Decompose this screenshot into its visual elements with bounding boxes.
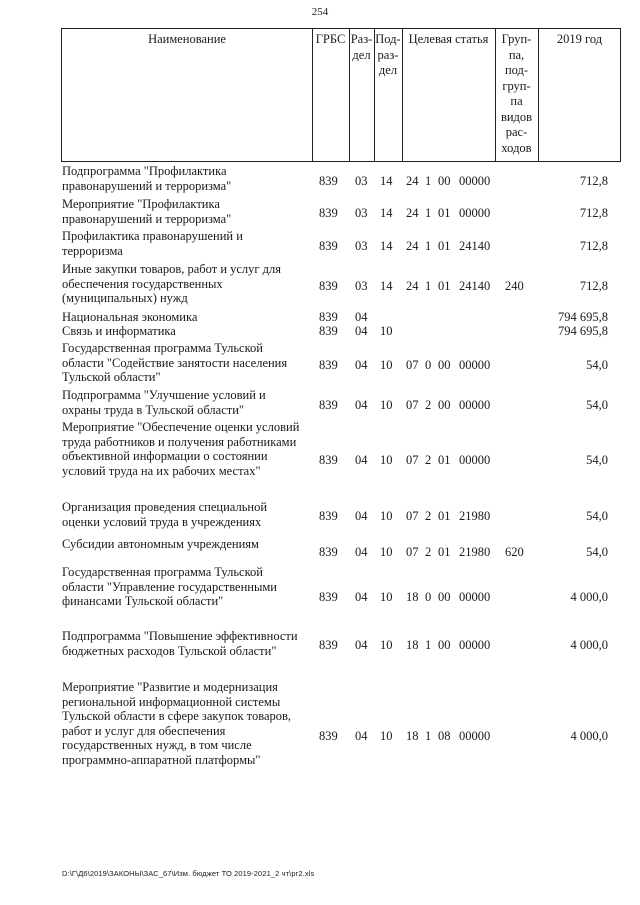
- grbs-cell: 839: [319, 729, 338, 743]
- amount-2019-cell: 712,8: [579, 206, 608, 220]
- grbs-cell: 839: [319, 239, 338, 253]
- grbs-cell: 839: [319, 358, 338, 372]
- program-code-cell: 24: [406, 279, 419, 293]
- subprogram-code-cell: 0: [425, 358, 432, 372]
- event-code-cell: 08: [438, 729, 451, 743]
- header-podrazdel: Под- раз- дел: [375, 32, 401, 77]
- row-name: Мероприятие "Профилактика правонарушений и терроризма": [62, 197, 232, 226]
- razdel-cell: 04: [355, 358, 368, 372]
- direction-code-cell: 00000: [459, 174, 491, 188]
- row-name: Подпрограмма "Профилактика правонарушений и терроризма": [62, 164, 232, 193]
- row-name: Национальная экономика: [62, 310, 198, 324]
- podrazdel-cell: 10: [380, 638, 393, 652]
- grbs-cell: 839: [319, 453, 338, 467]
- subprogram-code-cell: 1: [425, 279, 432, 293]
- direction-code-cell: 00000: [459, 453, 491, 467]
- razdel-cell: 03: [355, 206, 368, 220]
- subprogram-code-cell: 2: [425, 453, 432, 467]
- direction-code-cell: 00000: [459, 398, 491, 412]
- program-code-cell: 07: [406, 358, 419, 372]
- row-name: Профилактика правонарушений и терроризма: [62, 229, 243, 258]
- razdel-cell: 03: [355, 174, 368, 188]
- amount-2019-cell: 794 695,8: [558, 310, 608, 324]
- row-name: Подпрограмма "Повышение эффективности бюджетных расходов Тульской области": [62, 629, 298, 658]
- page-number: 254: [311, 6, 329, 18]
- podrazdel-cell: 10: [380, 358, 393, 372]
- podrazdel-cell: 10: [380, 545, 393, 559]
- amount-2019-cell: 712,8: [579, 239, 608, 253]
- grbs-cell: 839: [319, 545, 338, 559]
- subprogram-code-cell: 2: [425, 398, 432, 412]
- header-name: Наименование: [148, 32, 226, 46]
- direction-code-cell: 00000: [459, 358, 491, 372]
- razdel-cell: 04: [355, 509, 368, 523]
- program-code-cell: 07: [406, 453, 419, 467]
- program-code-cell: 07: [406, 545, 419, 559]
- row-name: Субсидии автономным учреждениям: [62, 537, 259, 551]
- subprogram-code-cell: 1: [425, 174, 432, 188]
- amount-2019-cell: 712,8: [579, 174, 608, 188]
- event-code-cell: 00: [438, 358, 451, 372]
- header-grbs: ГРБС: [315, 32, 346, 46]
- program-code-cell: 24: [406, 239, 419, 253]
- subprogram-code-cell: 2: [425, 545, 432, 559]
- direction-code-cell: 00000: [459, 206, 491, 220]
- podrazdel-cell: 10: [380, 509, 393, 523]
- amount-2019-cell: 4 000,0: [570, 729, 608, 743]
- subprogram-code-cell: 1: [425, 638, 432, 652]
- header-target-article: Целевая статья: [408, 32, 489, 46]
- subprogram-code-cell: 1: [425, 206, 432, 220]
- direction-code-cell: 24140: [459, 279, 491, 293]
- row-name: Государственная программа Тульской области "Содействие занятости населения Тульской области": [62, 341, 288, 384]
- grbs-cell: 839: [319, 324, 338, 338]
- razdel-cell: 04: [355, 590, 368, 604]
- row-name: Организация проведения специальной оценки условий труда в учреждениях: [62, 500, 268, 529]
- podrazdel-cell: 10: [380, 590, 393, 604]
- amount-2019-cell: 794 695,8: [558, 324, 608, 338]
- program-code-cell: 24: [406, 206, 419, 220]
- amount-2019-cell: 54,0: [586, 545, 608, 559]
- event-code-cell: 00: [438, 638, 451, 652]
- podrazdel-cell: 10: [380, 324, 393, 338]
- event-code-cell: 00: [438, 174, 451, 188]
- amount-2019-cell: 4 000,0: [570, 638, 608, 652]
- grbs-cell: 839: [319, 279, 338, 293]
- row-name: Подпрограмма "Улучшение условий и охраны труда в Тульской области": [62, 388, 266, 417]
- program-code-cell: 18: [406, 590, 419, 604]
- row-name: Государственная программа Тульской области "Управление государственными финансами Тульской области": [62, 565, 277, 608]
- amount-2019-cell: 712,8: [579, 279, 608, 293]
- event-code-cell: 01: [438, 453, 451, 467]
- podrazdel-cell: 14: [380, 239, 393, 253]
- grbs-cell: 839: [319, 509, 338, 523]
- program-code-cell: 07: [406, 509, 419, 523]
- row-name: Связь и информатика: [62, 324, 176, 338]
- event-code-cell: 01: [438, 239, 451, 253]
- program-code-cell: 24: [406, 174, 419, 188]
- podrazdel-cell: 10: [380, 398, 393, 412]
- direction-code-cell: 00000: [459, 638, 491, 652]
- direction-code-cell: 00000: [459, 590, 491, 604]
- podrazdel-cell: 14: [380, 279, 393, 293]
- podrazdel-cell: 14: [380, 174, 393, 188]
- razdel-cell: 03: [355, 279, 368, 293]
- row-name: Мероприятие "Развитие и модернизация региональной информационной системы Тульской области в сфере закупок товаров, работ и услуг для обеспечения государственных нужд, в том числе программно-аппаратной платформы": [62, 680, 292, 767]
- razdel-cell: 04: [355, 729, 368, 743]
- grbs-cell: 839: [319, 174, 338, 188]
- grbs-cell: 839: [319, 590, 338, 604]
- grbs-cell: 839: [319, 310, 338, 324]
- program-code-cell: 07: [406, 398, 419, 412]
- razdel-cell: 04: [355, 310, 368, 324]
- subprogram-code-cell: 1: [425, 239, 432, 253]
- direction-code-cell: 21980: [459, 545, 491, 559]
- event-code-cell: 01: [438, 206, 451, 220]
- direction-code-cell: 21980: [459, 509, 491, 523]
- grbs-cell: 839: [319, 398, 338, 412]
- event-code-cell: 00: [438, 590, 451, 604]
- direction-code-cell: 00000: [459, 729, 491, 743]
- amount-2019-cell: 54,0: [586, 398, 608, 412]
- grbs-cell: 839: [319, 206, 338, 220]
- grbs-cell: 839: [319, 638, 338, 652]
- event-code-cell: 00: [438, 398, 451, 412]
- event-code-cell: 01: [438, 509, 451, 523]
- row-name: Иные закупки товаров, работ и услуг для обеспечения государственных (муниципальных) нужд: [62, 262, 282, 305]
- amount-2019-cell: 54,0: [586, 453, 608, 467]
- amount-2019-cell: 54,0: [586, 509, 608, 523]
- podrazdel-cell: 10: [380, 453, 393, 467]
- subprogram-code-cell: 2: [425, 509, 432, 523]
- program-code-cell: 18: [406, 729, 419, 743]
- row-name: Мероприятие "Обеспечение оценки условий труда работников и получения работниками объективной информации о состоянии условий труда на их рабочих местах": [62, 420, 300, 478]
- podrazdel-cell: 14: [380, 206, 393, 220]
- razdel-cell: 04: [355, 453, 368, 467]
- amount-2019-cell: 4 000,0: [570, 590, 608, 604]
- header-year: 2019 год: [556, 32, 603, 46]
- razdel-cell: 04: [355, 324, 368, 338]
- program-code-cell: 18: [406, 638, 419, 652]
- event-code-cell: 01: [438, 279, 451, 293]
- razdel-cell: 04: [355, 638, 368, 652]
- header-group: Груп- па, под- груп- па видов рас- ходов: [500, 32, 533, 155]
- razdel-cell: 04: [355, 545, 368, 559]
- direction-code-cell: 24140: [459, 239, 491, 253]
- razdel-cell: 04: [355, 398, 368, 412]
- amount-2019-cell: 54,0: [586, 358, 608, 372]
- expense-type-cell: 620: [505, 545, 524, 559]
- file-path-footer: D:\Г\Д6\2019\ЗАКОНЫ\ЗАС_67\Изм. бюджет ТО 2019-2021_2 чт\рг2.xls: [62, 869, 315, 878]
- event-code-cell: 01: [438, 545, 451, 559]
- subprogram-code-cell: 0: [425, 590, 432, 604]
- razdel-cell: 03: [355, 239, 368, 253]
- header-razdel: Раз- дел: [350, 32, 373, 62]
- podrazdel-cell: 10: [380, 729, 393, 743]
- subprogram-code-cell: 1: [425, 729, 432, 743]
- expense-type-cell: 240: [505, 279, 524, 293]
